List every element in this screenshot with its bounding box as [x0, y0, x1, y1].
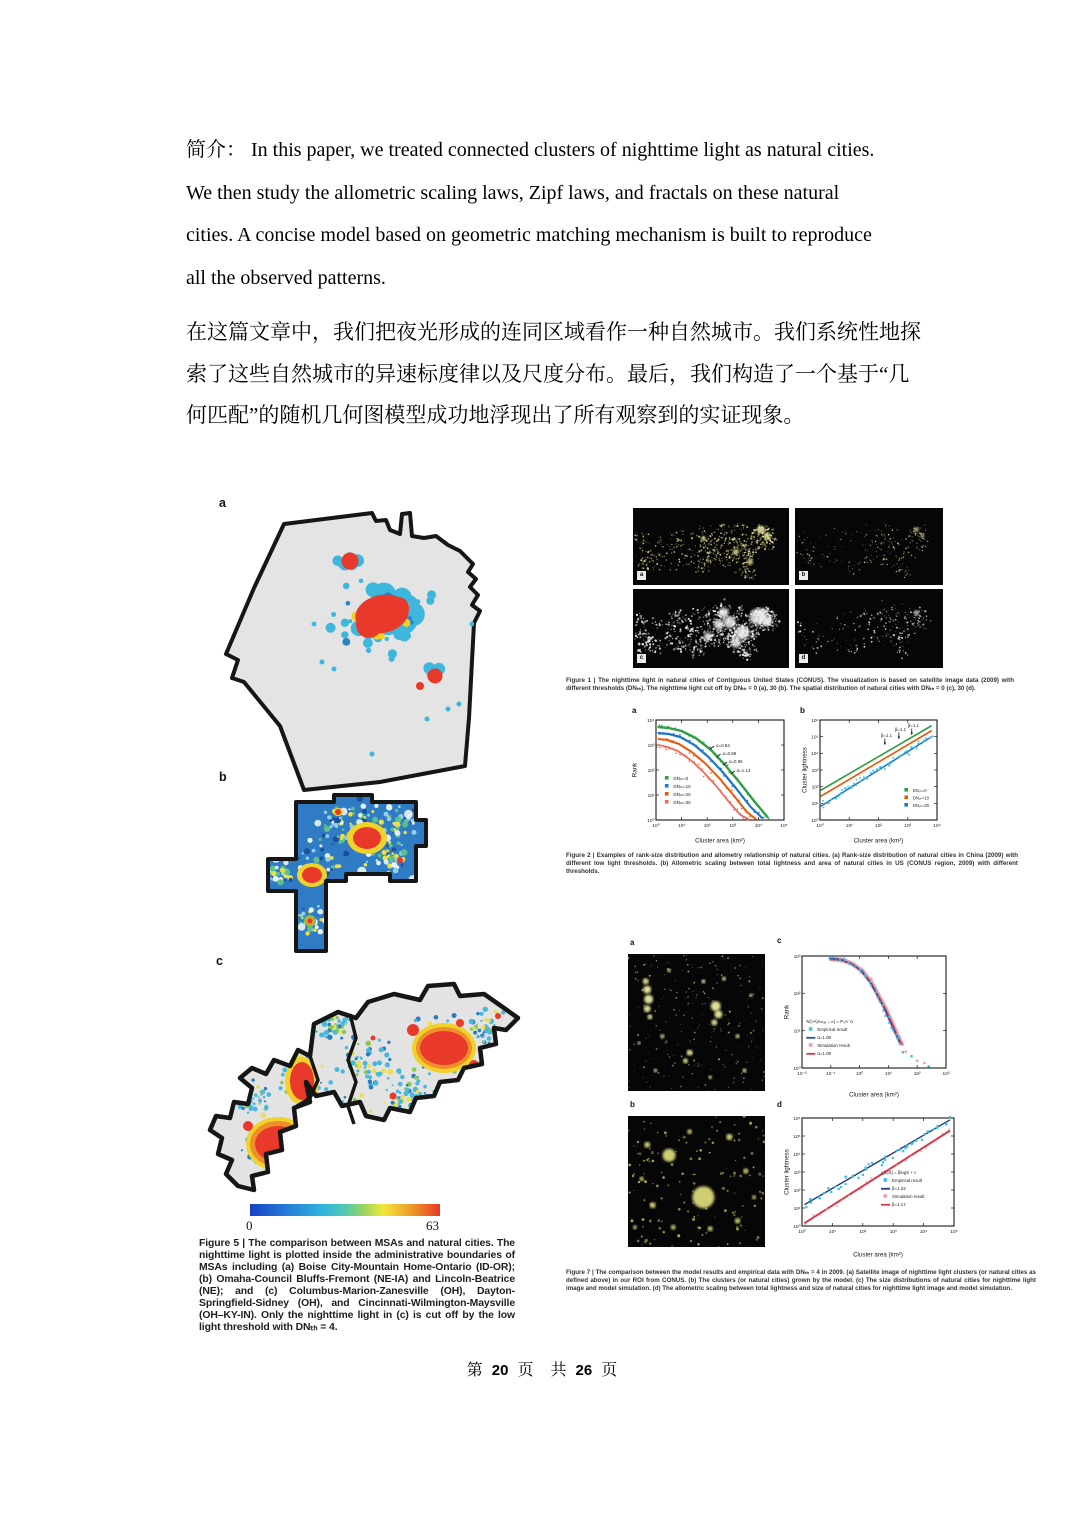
footer-total-number: 26 [575, 1362, 593, 1379]
svg-text:10³: 10³ [647, 743, 655, 749]
svg-text:Cluster lightness: Cluster lightness [783, 1149, 791, 1195]
svg-text:10⁶: 10⁶ [811, 718, 819, 724]
figure1-panel-b-satellite-map [795, 508, 943, 585]
svg-text:10⁶: 10⁶ [793, 1116, 801, 1122]
footer-total-prefix: 共 [550, 1362, 567, 1379]
figure1-caption: Figure 1 | The nighttime light in natural cities of Contiguous United States (CONUS). The visualization is based on satellite image data (2009) with different thresholds (DNₜₕ). The nighttime light cut off by DNₜₕ = 0 (a), 30 (b). The spatial distribution of natural cities with DNₜₕ = 0 (c), 30 (d). [566, 677, 1014, 692]
figure7-chart-allometric-scaling [782, 1108, 962, 1258]
svg-text:DNₜₕ=0: DNₜₕ=0 [673, 776, 689, 781]
figure7-satellite-clusters-image [628, 954, 765, 1091]
svg-text:10⁴: 10⁴ [754, 824, 763, 829]
svg-text:10⁴: 10⁴ [919, 1230, 928, 1235]
svg-text:Rank: Rank [783, 1004, 791, 1020]
svg-text:10³: 10³ [811, 768, 819, 774]
svg-text:10¹: 10¹ [811, 802, 819, 808]
svg-text:10⁵: 10⁵ [780, 824, 788, 829]
svg-text:10²: 10² [793, 992, 801, 998]
figure1-chip-b: b [799, 571, 808, 580]
svg-text:β=1.17: β=1.17 [892, 1202, 906, 1208]
svg-text:Simulation result: Simulation result [817, 1043, 850, 1049]
svg-text:10¹: 10¹ [884, 1072, 892, 1077]
svg-text:Simulation result: Simulation result [892, 1194, 925, 1200]
figure1-chip-c: c [637, 654, 646, 663]
intro-cn-line: 何匹配”的随机几何图模型成功地浮现出了所有观察到的实证现象。 [186, 403, 805, 427]
svg-text:10⁴: 10⁴ [811, 752, 819, 758]
svg-text:10⁰: 10⁰ [647, 818, 655, 824]
svg-text:α=0.84: α=0.84 [716, 743, 730, 748]
svg-text:10³: 10³ [942, 1072, 950, 1077]
svg-text:10⁰: 10⁰ [793, 1066, 801, 1072]
figure1-chip-d: d [799, 654, 808, 663]
svg-text:10²: 10² [793, 1188, 801, 1194]
colorbar-max-label: 63 [426, 1218, 439, 1233]
svg-text:10²: 10² [703, 824, 711, 829]
figure5-panel-c-label: c [216, 954, 223, 968]
svg-text:10⁵: 10⁵ [811, 735, 819, 741]
svg-text:10¹: 10¹ [845, 824, 853, 829]
svg-text:α=0.89: α=0.89 [722, 751, 737, 756]
footer-page-char: 页 [517, 1362, 534, 1379]
intro-cn-line: 索了这些自然城市的异速标度律以及尺度分布。最后，我们构造了一个基于“几 [186, 361, 910, 386]
svg-text:10¹: 10¹ [678, 824, 686, 829]
svg-text:α=0.95: α=0.95 [728, 759, 743, 764]
svg-text:α=1.08: α=1.08 [817, 1035, 831, 1041]
figure7-panel-c-label: c [777, 936, 782, 945]
svg-text:DNₜₕ=30: DNₜₕ=30 [673, 800, 691, 805]
svg-text:N(>A|Aₘₐₓ→∞) = P₀A⁻α: N(>A|Aₘₐₓ→∞) = P₀A⁻α [806, 1019, 853, 1025]
svg-text:Cluster lightness: Cluster lightness [801, 747, 809, 793]
figure5-map-a [222, 504, 524, 794]
svg-text:10⁰: 10⁰ [855, 1072, 864, 1077]
svg-text:10³: 10³ [793, 954, 801, 960]
svg-text:10³: 10³ [904, 824, 912, 829]
intro-en-line: 简介： In this paper, we treated connected clusters of nighttime light as natural cities. [186, 139, 875, 161]
figure2-panel-b-label: b [800, 706, 805, 715]
svg-text:10¹: 10¹ [828, 1230, 836, 1235]
figure2-chart-allometric [800, 712, 943, 844]
svg-text:10²: 10² [647, 768, 655, 774]
figure1-panel-a-satellite-map [633, 508, 789, 585]
svg-text:β=1.1: β=1.1 [894, 727, 907, 732]
figure5-map-b [250, 790, 485, 965]
svg-text:10³: 10³ [729, 824, 737, 829]
svg-text:10³: 10³ [793, 1170, 801, 1176]
svg-text:10³: 10³ [889, 1230, 897, 1235]
svg-text:10⁴: 10⁴ [933, 824, 941, 829]
intro-chinese-paragraph [186, 312, 991, 437]
footer-total-char: 页 [601, 1362, 618, 1379]
svg-text:10²: 10² [913, 1072, 921, 1077]
figure1-chip-a: a [637, 571, 646, 580]
colorbar-jet [250, 1204, 440, 1216]
page-footer [0, 1357, 1084, 1380]
svg-text:Empirical result: Empirical result [817, 1027, 848, 1033]
figure5-map-c [198, 968, 528, 1208]
svg-text:10⁰: 10⁰ [652, 824, 660, 829]
svg-text:DNₜₕ=30: DNₜₕ=30 [912, 803, 929, 808]
svg-text:10⁻¹: 10⁻¹ [826, 1072, 836, 1077]
figure2-panel-a-label: a [632, 706, 637, 715]
figure7-panel-d-label: d [777, 1100, 782, 1109]
svg-text:Cluster area (km²): Cluster area (km²) [853, 1251, 903, 1258]
svg-text:10⁰: 10⁰ [816, 824, 824, 829]
figure7-chart-size-distribution [782, 946, 958, 1098]
svg-text:10⁰: 10⁰ [811, 818, 819, 824]
svg-text:10⁴: 10⁴ [793, 1152, 801, 1158]
svg-text:10⁴: 10⁴ [647, 718, 655, 724]
figure1-panel-c-satellite-map [633, 589, 789, 668]
figure1-panel-d-satellite-map [795, 589, 943, 668]
intro-en-line: all the observed patterns. [186, 266, 386, 289]
svg-text:10⁻²: 10⁻² [797, 1072, 807, 1077]
colorbar-min-label: 0 [246, 1218, 253, 1233]
figure7-panel-a-label: a [630, 938, 635, 947]
footer-prefix: 第 [466, 1362, 483, 1379]
svg-text:DNₜₕ=0: DNₜₕ=0 [912, 788, 927, 793]
figure2-chart-rank-size [630, 712, 792, 844]
svg-text:DNₜₕ=10: DNₜₕ=10 [673, 784, 691, 789]
svg-text:β=1.1: β=1.1 [880, 733, 893, 738]
svg-text:10⁵: 10⁵ [793, 1134, 801, 1140]
svg-text:DNₜₕ=10: DNₜₕ=10 [912, 795, 929, 801]
figure2-caption: Figure 2 | Examples of rank-size distribution and allometry relationship of natural cities. (a) Rank-size distribution of natural cities in China (2009) with different low light thresholds. (b) Allometric scaling between total lightness and area of natural cities in US (CONUS region, 2009) with different thresholds. [566, 852, 1018, 875]
figure5-panel-a-label: a [219, 496, 226, 510]
figure5-panel-b-label: b [219, 770, 227, 784]
figure7-caption: Figure 7 | The comparison between the model results and empirical data with DNₜₕ = 4 in 2009. (a) Satellite image of nighttime light clusters (or natural cities as defined above) in our ROI from CONUS. (b) The clusters (or natural cities) grown by the model. (c) The size distributions of natural cities for nighttime light image and model simulation. (d) The allometric scaling between total lightness and size of natural cities for nighttime light image and model simulation. [566, 1269, 1036, 1292]
svg-text:Cluster area (km²): Cluster area (km²) [853, 837, 904, 844]
svg-text:10⁰: 10⁰ [793, 1224, 801, 1230]
svg-text:α=1.13: α=1.13 [736, 768, 751, 773]
svg-text:Empirical result: Empirical result [892, 1178, 923, 1184]
svg-text:α=1.09: α=1.09 [817, 1051, 831, 1057]
figure7-panel-b-label: b [630, 1100, 635, 1109]
svg-text:DNₜₕ=20: DNₜₕ=20 [673, 792, 691, 797]
svg-text:10⁰: 10⁰ [798, 1230, 806, 1235]
intro-en-line: We then study the allometric scaling laws, Zipf laws, and fractals on these natural [186, 181, 840, 204]
svg-text:10²: 10² [859, 1230, 867, 1235]
svg-text:Cluster area (km²): Cluster area (km²) [695, 837, 745, 844]
svg-text:Cluster area (km²): Cluster area (km²) [849, 1091, 899, 1098]
figure5-caption: Figure 5 | The comparison between MSAs and natural cities. The nighttime light is plotted inside the administrative boundaries of MSAs including (a) Boise City-Mountain Home-Ontario (ID-OR); (b) Omaha-Council Bluffs-Fremont (NE-IA) and Lincoln-Beatrice (NE); and (c) Columbus-Marion-Zanesville (OH), Dayton-Springfield-Sidney (OH), and Cincinnati-Wilmington-Maysville (OH–KY-IN). Only the nighttime light in (c) is cut off by the low light threshold with DNₜₕ = 4. [199, 1238, 515, 1333]
svg-text:10²: 10² [811, 785, 819, 791]
intro-en-line: cities. A concise model based on geometric matching mechanism is built to reproduce [186, 224, 872, 246]
intro-cn-line: 在这篇文章中，我们把夜光形成的连同区域看作一种自然城市。我们系统性地探 [186, 320, 921, 344]
figure7-model-clusters-image [628, 1116, 765, 1247]
footer-page-number: 20 [491, 1362, 509, 1379]
svg-text:q(L|S) = βlogS + c: q(L|S) = βlogS + c [881, 1170, 917, 1176]
svg-text:Rank: Rank [631, 762, 639, 778]
svg-text:10⁵: 10⁵ [950, 1230, 958, 1235]
intro-english-paragraph [186, 129, 986, 299]
svg-text:10²: 10² [875, 824, 882, 829]
svg-text:10¹: 10¹ [793, 1029, 801, 1035]
svg-text:10¹: 10¹ [793, 1206, 801, 1212]
svg-text:10¹: 10¹ [647, 793, 655, 799]
svg-text:β=1.1: β=1.1 [907, 723, 919, 728]
svg-text:β=1.22: β=1.22 [892, 1186, 906, 1192]
